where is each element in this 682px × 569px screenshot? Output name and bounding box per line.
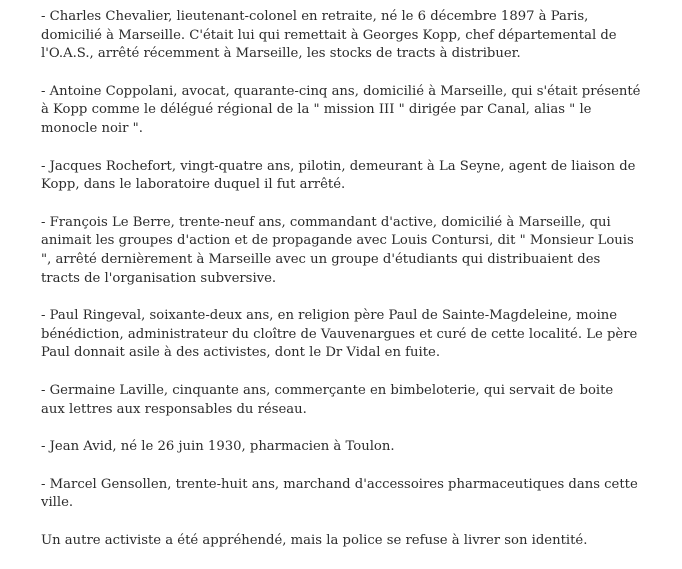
paragraph-avid: - Jean Avid, né le 26 juin 1930, pharmacien à Toulon. <box>41 439 395 455</box>
paragraph-ringeval: - Paul Ringeval, soixante-deux ans, en religion père Paul de Sainte-Magdeleine, moine bénédiction, administrateur du cloître de Vauvenargues et curé de cette localité. Le père Paul donnait asile à des activistes, dont le Dr Vidal en fuite. <box>41 308 638 361</box>
paragraph-gensollen: - Marcel Gensollen, trente-huit ans, marchand d'accessoires pharmaceutiques dans cette ville. <box>41 476 638 511</box>
paragraph-closing: Un autre activiste a été appréhendé, mais la police se refuse à livrer son identité. <box>41 532 588 548</box>
paragraph-chevalier: - Charles Chevalier, lieutenant-colonel en retraite, né le 6 décembre 1897 à Paris, domicilié à Marseille. C'était lui qui remettait à Georges Kopp, chef départemental de l'O.A.S., arrêté récemment à Marseille, les stocks de tracts à distribuer. <box>41 9 617 62</box>
paragraph-laville: - Germaine Laville, cinquante ans, commerçante en bimbeloterie, qui servait de boite aux lettres aux responsables du réseau. <box>41 382 614 417</box>
paragraph-coppolani: - Antoine Coppolani, avocat, quarante-cinq ans, domicilié à Marseille, qui s'était présenté à Kopp comme le délégué régional de la " mission III " dirigée par Canal, alias " le monocle noir ". <box>41 83 641 136</box>
paragraph-rochefort: - Jacques Rochefort, vingt-quatre ans, pilotin, demeurant à La Seyne, agent de liaison de Kopp, dans le laboratoire duquel il fut arrêté. <box>41 158 636 193</box>
article-body <box>41 8 641 569</box>
paragraph-le-berre: - François Le Berre, trente-neuf ans, commandant d'active, domicilié à Marseille, qui animait les groupes d'action et de propagande avec Louis Contursi, dit " Monsieur Louis ", arrêté dernièrement à Marseille avec un groupe d'étudiants qui distribuaient des tracts de l'organisation subversive. <box>41 214 634 286</box>
